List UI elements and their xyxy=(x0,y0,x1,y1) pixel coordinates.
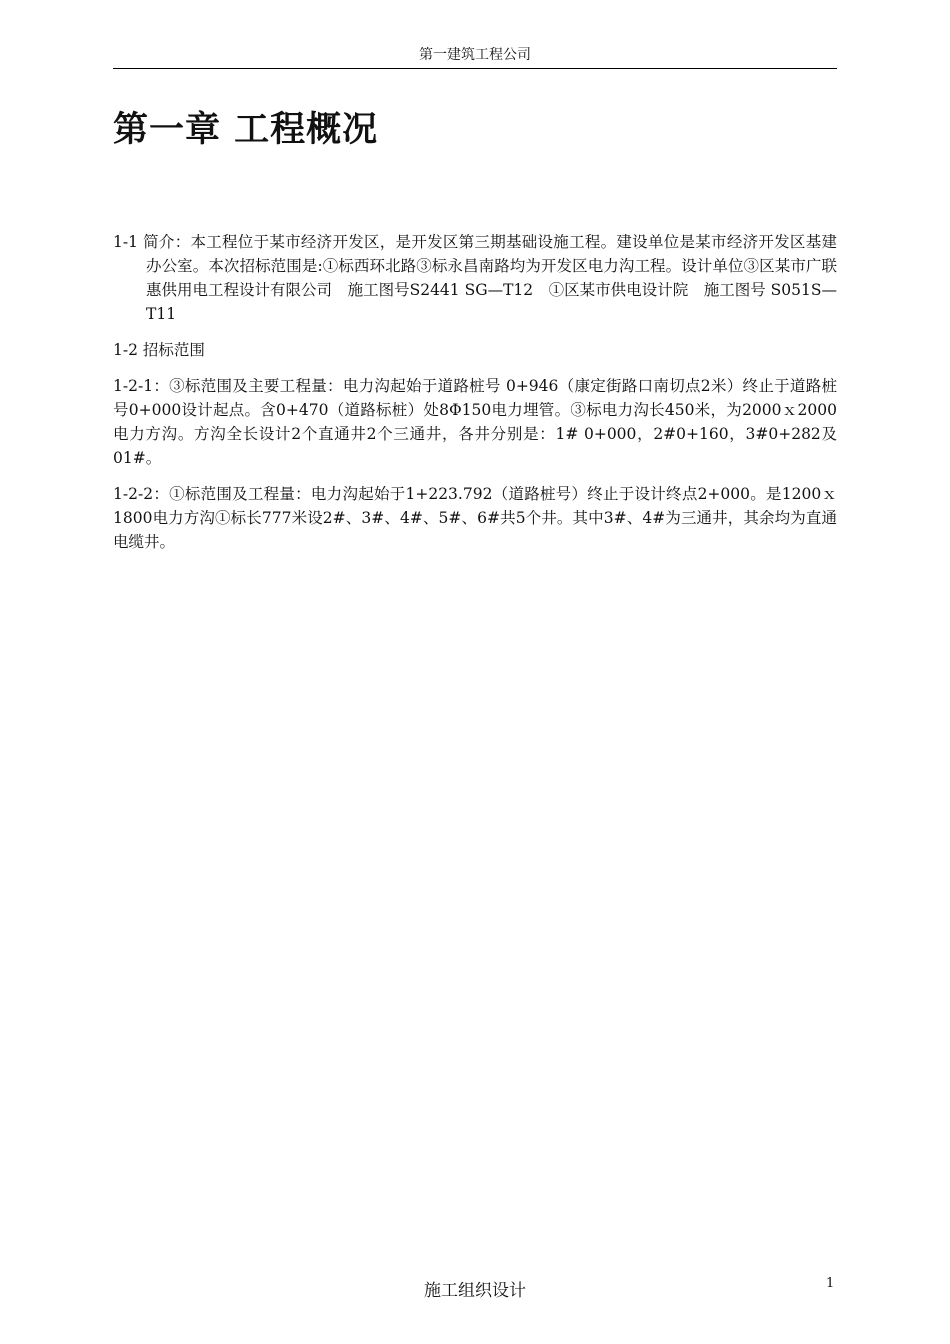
section-lot1-scope: 1-2-2：①标范围及工程量：电力沟起始于1+223.792（道路桩号）终止于设计终点2+000。是1200ｘ1800电力方沟①标长777米设2#、3#、4#、5#、6#共5个井。其中3#、4#为三通井，其余均为直通电缆井。 xyxy=(113,485,837,551)
header-rule xyxy=(113,68,837,69)
page-number: 1 xyxy=(826,1276,835,1291)
page-header: 第一建筑工程公司 xyxy=(419,47,531,63)
document-body xyxy=(113,230,837,566)
section-intro: 1-1 简介：本工程位于某市经济开发区，是开发区第三期基础设施工程。建设单位是某市经济开发区基建办公室。本次招标范围是:①标西环北路③标永昌南路均为开发区电力沟工程。设计单位③区某市广联惠供用电工程设计有限公司 施工图号S2441 SG—T12 ①区某市供电设计院 施工图号 S051S—T11 xyxy=(113,233,837,323)
section-lot3-scope: 1-2-1：③标范围及主要工程量：电力沟起始于道路桩号 0+946（康定街路口南切点2米）终止于道路桩号0+000设计起点。含0+470（道路标桩）处8Φ150电力埋管。③标电力沟长450米，为2000ｘ2000电力方沟。方沟全长设计2个直通井2个三通井，各井分别是：1# 0+000，2#0+160，3#0+282及01#。 xyxy=(113,377,837,467)
footer-title: 施工组织设计 xyxy=(424,1281,526,1301)
section-heading-bidding-scope: 1-2 招标范围 xyxy=(113,341,205,359)
chapter-title: 第一章 工程概况 xyxy=(113,110,379,150)
